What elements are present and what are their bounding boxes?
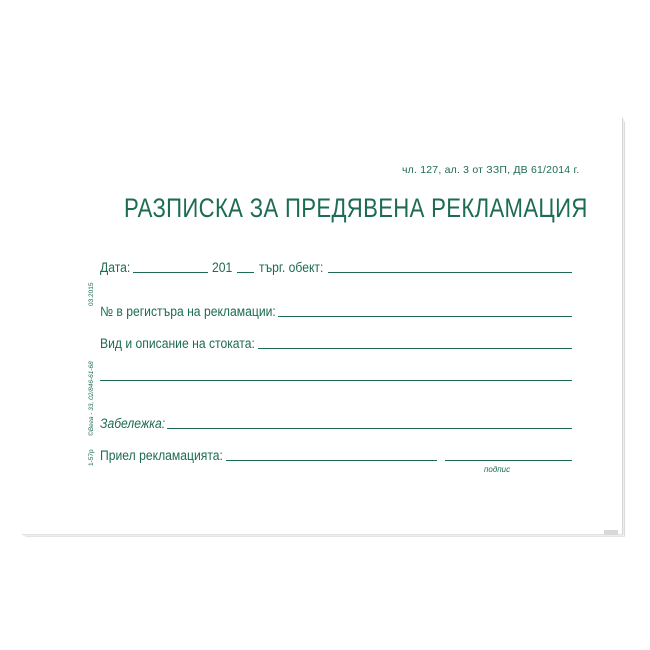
goods-line-2[interactable]: [100, 380, 572, 381]
law-reference: чл. 127, ал. 3 от ЗЗП, ДВ 61/2014 г.: [402, 164, 580, 176]
date-day-month-line[interactable]: [133, 272, 208, 273]
form-sheet: [22, 118, 623, 535]
store-label: търг. обект:: [259, 260, 324, 275]
store-line[interactable]: [328, 272, 572, 273]
printer-info: ©Вега - 33, 02/846-61-68: [88, 361, 95, 436]
received-line[interactable]: [226, 460, 437, 461]
received-label: Приел рекламацията:: [100, 448, 223, 463]
edition-code: 03.2015: [88, 282, 95, 306]
date-label: Дата:: [100, 260, 131, 275]
register-line[interactable]: [278, 316, 572, 317]
note-line[interactable]: [167, 428, 572, 429]
note-label: Забележка:: [100, 416, 166, 431]
register-label: № в регистъра на рекламации:: [100, 304, 276, 319]
form-code: 1-57р: [88, 449, 95, 466]
sheet-tab: [604, 530, 618, 535]
signature-line[interactable]: [445, 460, 572, 461]
goods-label: Вид и описание на стоката:: [100, 336, 255, 351]
year-prefix: 201: [212, 260, 233, 275]
goods-line[interactable]: [258, 348, 572, 349]
signature-caption: подпис: [484, 465, 511, 474]
form-title: РАЗПИСКА ЗА ПРЕДЯВЕНА РЕКЛАМАЦИЯ: [124, 193, 588, 223]
year-digit-line[interactable]: [237, 272, 254, 273]
